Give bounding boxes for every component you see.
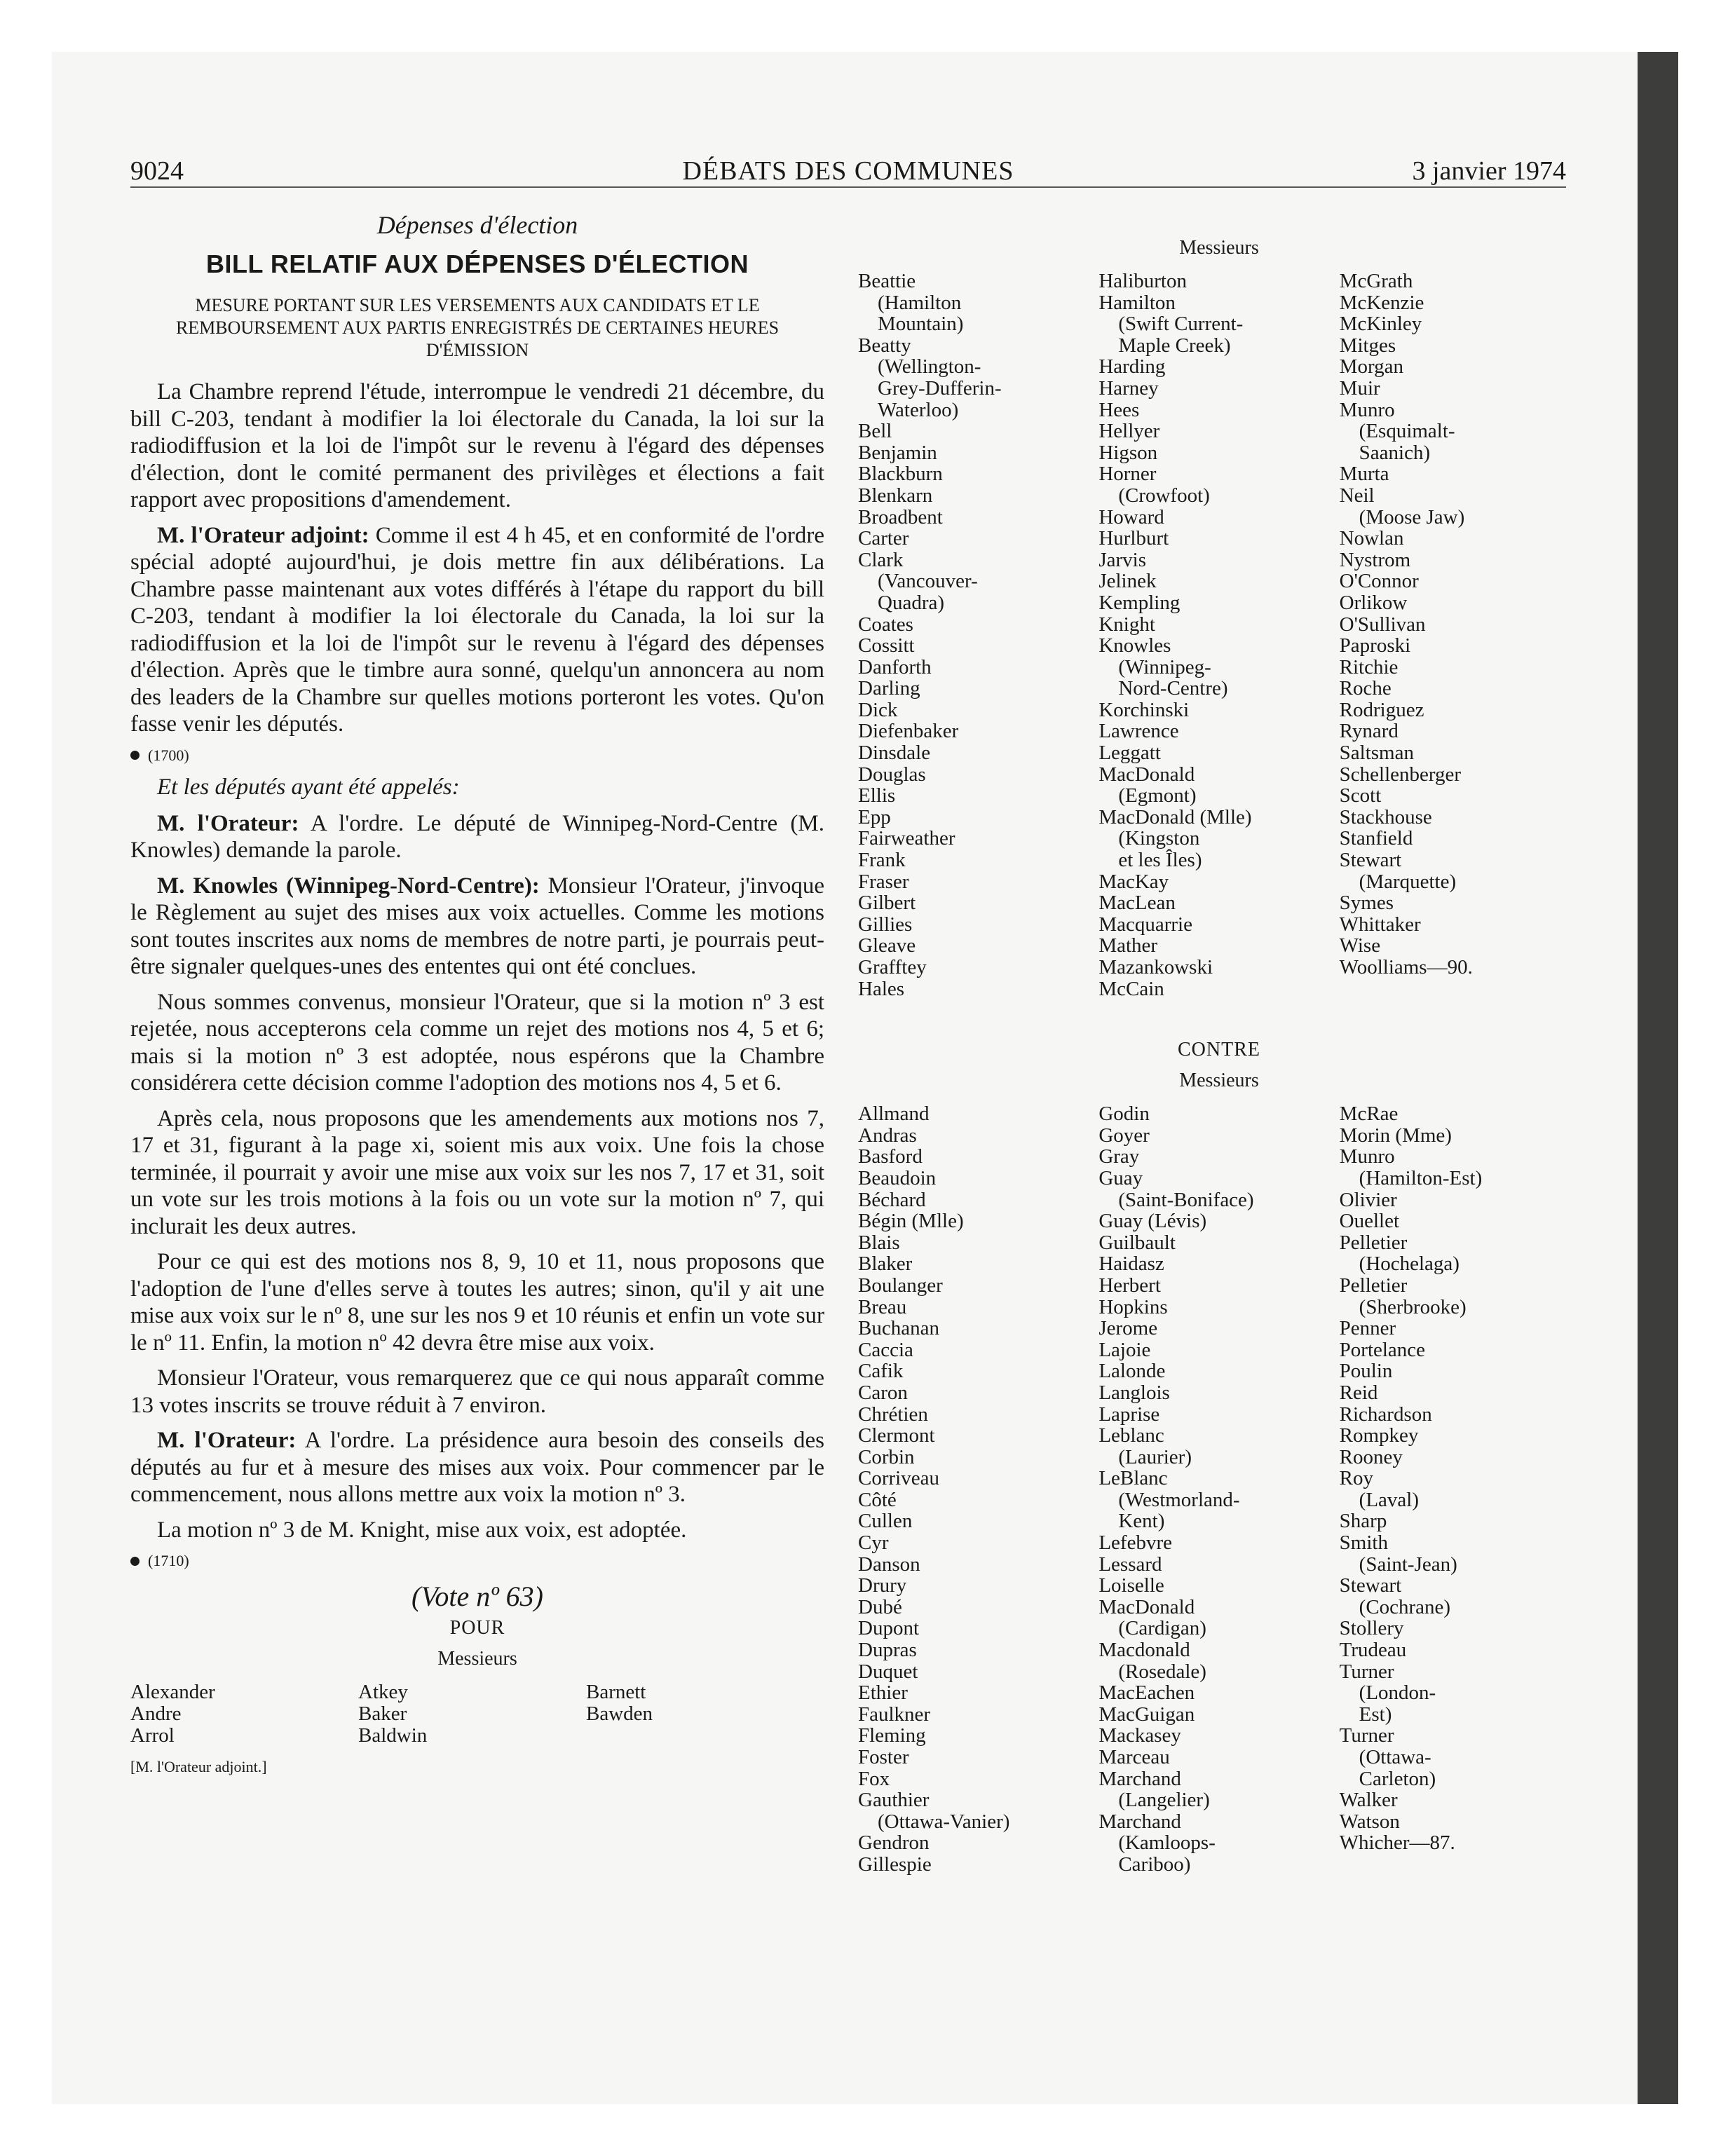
member-name: (Sherbrooke) bbox=[1359, 1295, 1467, 1318]
member-name: Fox bbox=[858, 1767, 890, 1790]
member-name: Guay bbox=[1098, 1166, 1143, 1189]
member-name: (Egmont) bbox=[1118, 784, 1197, 807]
member-name: MacGuigan bbox=[1098, 1703, 1195, 1726]
member-name: Turner bbox=[1339, 1660, 1394, 1683]
member-name: MacLean bbox=[1098, 892, 1176, 915]
member-name: Whicher—87. bbox=[1339, 1831, 1455, 1855]
member-name: Basford bbox=[858, 1145, 923, 1168]
member-name: Faulkner bbox=[858, 1703, 931, 1726]
member-name: Kempling bbox=[1098, 591, 1181, 614]
member-name: Ouellet bbox=[1339, 1210, 1400, 1233]
member-name: Fleming bbox=[858, 1724, 926, 1747]
member-name: LeBlanc bbox=[1098, 1467, 1168, 1490]
member-name: Bégin (Mlle) bbox=[858, 1210, 964, 1233]
timestamp-text: (1700) bbox=[148, 746, 189, 764]
scan-edge-bar bbox=[1638, 52, 1678, 2104]
member-name: Gillies bbox=[858, 913, 913, 936]
member-name: Diefenbaker bbox=[858, 720, 959, 743]
member-name: Munro bbox=[1339, 398, 1395, 421]
member-name: Cullen bbox=[858, 1510, 913, 1533]
member-name: Nystrom bbox=[1339, 548, 1411, 571]
member-name: Allmand bbox=[858, 1103, 930, 1126]
member-name: Gendron bbox=[858, 1831, 930, 1855]
member-name: Knight bbox=[1098, 613, 1155, 636]
member-name: Corriveau bbox=[858, 1467, 939, 1490]
member-name: Breau bbox=[858, 1295, 907, 1318]
member-name: Grey-Dufferin- bbox=[878, 376, 1002, 400]
member-name: Mountain) bbox=[878, 313, 964, 336]
speech-text: A l'ordre. Le député de Winnipeg-Nord-Centre (M. Knowles) demande la parole. bbox=[130, 810, 824, 863]
speaker-name: M. l'Orateur: bbox=[157, 810, 299, 836]
speech-text: Comme il est 4 h 45, et en conformité de l'ordre spécial adopté aujourd'hui, je dois mettre fin aux délibérations. La Chambre passe maintenant aux votes différés à l'étape du rapport du bill C-203, tendant à modifier la loi électorale du Canada, la loi sur la radiodiffusion et la loi de l'impôt sur le revenu à l'égard des dépenses d'élection. Après que le timbre aura sonné, quelqu'un annoncera au nom des leaders de la Chambre sur quelles motions porteront les votes. Qu'on fasse venir les députés. bbox=[130, 522, 824, 737]
member-name: Morgan bbox=[1339, 355, 1403, 378]
page-date: 3 janvier 1974 bbox=[1412, 156, 1566, 186]
member-name: Munro bbox=[1339, 1145, 1395, 1168]
member-name: Nord-Centre) bbox=[1118, 677, 1228, 700]
member-name: Danson bbox=[858, 1553, 920, 1576]
member-name: Langlois bbox=[1098, 1381, 1170, 1404]
member-name: (Crowfoot) bbox=[1118, 484, 1210, 507]
member-name: Caron bbox=[858, 1381, 908, 1404]
journal-title: DÉBATS DES COMMUNES bbox=[682, 156, 1014, 186]
member-name: Richardson bbox=[1339, 1403, 1432, 1426]
member-name: Cyr bbox=[858, 1531, 889, 1555]
member-name: (Moose Jaw) bbox=[1359, 505, 1465, 528]
member-name: (Swift Current- bbox=[1118, 313, 1244, 336]
name-column bbox=[1340, 271, 1580, 999]
member-name: Darling bbox=[858, 677, 920, 700]
member-name: Penner bbox=[1339, 1317, 1396, 1340]
member-name: (Kamloops- bbox=[1118, 1831, 1216, 1855]
member-name: Douglas bbox=[858, 763, 926, 786]
member-name: (Westmorland- bbox=[1118, 1488, 1240, 1511]
member-name: Gleave bbox=[858, 934, 916, 957]
paragraph: La motion nº 3 de M. Knight, mise aux voix, est adoptée. bbox=[157, 1517, 687, 1543]
member-name: Turner bbox=[1339, 1724, 1394, 1747]
member-name: Mackasey bbox=[1098, 1724, 1181, 1747]
member-name: Reid bbox=[1339, 1381, 1378, 1404]
pour-name-columns bbox=[858, 271, 1580, 999]
member-name: O'Connor bbox=[1339, 570, 1419, 593]
pour-label: POUR bbox=[449, 1617, 505, 1639]
member-name: Walker bbox=[1339, 1789, 1398, 1812]
member-name: Ellis bbox=[858, 784, 896, 807]
name-column bbox=[1098, 271, 1339, 999]
member-name: (Cochrane) bbox=[1359, 1595, 1451, 1618]
member-name: Broadbent bbox=[858, 505, 943, 528]
section-heading: Dépenses d'élection bbox=[376, 211, 578, 239]
member-name: MacEachen bbox=[1098, 1681, 1195, 1705]
member-name: Dinsdale bbox=[858, 742, 931, 765]
member-name: Higson bbox=[1098, 441, 1158, 464]
paragraph bbox=[130, 522, 824, 738]
member-name: Fraser bbox=[858, 870, 909, 893]
member-name: Guilbault bbox=[1098, 1231, 1176, 1254]
member-name: Stewart bbox=[1339, 849, 1402, 872]
member-name: (Laval) bbox=[1359, 1488, 1419, 1511]
bullet-icon bbox=[130, 1557, 140, 1566]
member-name: (Kingston bbox=[1118, 827, 1200, 850]
member-name: MacDonald (Mlle) bbox=[1098, 805, 1252, 828]
paragraph bbox=[130, 873, 824, 981]
member-name: Duquet bbox=[858, 1660, 918, 1683]
member-name: (Hamilton bbox=[878, 291, 962, 314]
member-name: Atkey bbox=[358, 1681, 408, 1703]
member-name: Waterloo) bbox=[878, 398, 959, 421]
member-name: Caccia bbox=[858, 1338, 913, 1361]
member-name: Dick bbox=[858, 698, 898, 721]
member-name: Portelance bbox=[1339, 1338, 1426, 1361]
member-name: Sharp bbox=[1339, 1510, 1387, 1533]
member-name: Pelletier bbox=[1339, 1274, 1408, 1297]
member-name: Frank bbox=[858, 849, 906, 872]
member-name: (Vancouver- bbox=[878, 570, 978, 593]
member-name: Stewart bbox=[1339, 1574, 1402, 1597]
paragraph: Pour ce qui est des motions nos 8, 9, 10 et 11, nous proposons que l'adoption de l'une d'elles serve à toutes les autres; sinon, qu'il y ait une mise aux voix sur le nº 8, une sur les nos 9 et 10 réunis et enfin un vote sur le nº 11. Enfin, la motion nº 42 devra être mise aux voix. bbox=[130, 1249, 824, 1356]
name-column bbox=[858, 1103, 1098, 1875]
speech-text: Monsieur l'Orateur, j'invoque le Règlement au sujet des mises aux voix actuelles. Comme les motions sont toutes inscrites aux noms de membres de notre parti, je pourrais peut-être signaler quelques-unes des ententes qui ont été conclues. bbox=[130, 873, 824, 979]
member-name: (Laurier) bbox=[1118, 1445, 1192, 1468]
member-name: Smith bbox=[1339, 1531, 1388, 1555]
member-name: Hopkins bbox=[1098, 1295, 1168, 1318]
member-name: Stollery bbox=[1339, 1617, 1404, 1640]
name-column bbox=[130, 1681, 358, 1747]
member-name: Gauthier bbox=[858, 1789, 930, 1812]
member-name: Bell bbox=[858, 420, 892, 443]
member-name: Kent) bbox=[1118, 1510, 1165, 1533]
member-name: Mitges bbox=[1339, 334, 1396, 357]
member-name: Cossitt bbox=[858, 634, 915, 657]
timestamp bbox=[130, 1552, 824, 1570]
member-name: Andras bbox=[858, 1124, 917, 1147]
member-name: Gillespie bbox=[858, 1853, 932, 1876]
member-name: (Ottawa-Vanier) bbox=[878, 1810, 1010, 1833]
member-name: Rompkey bbox=[1339, 1424, 1419, 1447]
member-name: Stackhouse bbox=[1339, 805, 1432, 828]
member-name: Lefebvre bbox=[1098, 1531, 1172, 1555]
member-name: (Hamilton-Est) bbox=[1359, 1166, 1483, 1189]
member-name: Haidasz bbox=[1098, 1253, 1164, 1276]
member-name: MacDonald bbox=[1098, 1595, 1195, 1618]
member-name: Trudeau bbox=[1339, 1639, 1407, 1662]
member-name: Coates bbox=[858, 613, 913, 636]
name-column bbox=[358, 1681, 586, 1747]
member-name: Baldwin bbox=[358, 1724, 428, 1747]
speaker-name: M. l'Orateur: bbox=[157, 1428, 297, 1453]
member-name: Laprise bbox=[1098, 1403, 1160, 1426]
member-name: Foster bbox=[858, 1746, 909, 1768]
member-name: Jarvis bbox=[1098, 548, 1146, 571]
member-name: Blackburn bbox=[858, 463, 943, 486]
member-name: Grafftey bbox=[858, 956, 927, 978]
member-name: Hellyer bbox=[1098, 420, 1160, 443]
member-name: Jelinek bbox=[1098, 570, 1157, 593]
contre-label: CONTRE bbox=[1178, 1039, 1260, 1061]
footer-note: [M. l'Orateur adjoint.] bbox=[130, 1758, 267, 1775]
member-name: Gilbert bbox=[858, 892, 916, 915]
member-name: Boulanger bbox=[858, 1274, 943, 1297]
member-name: Corbin bbox=[858, 1445, 915, 1468]
member-name: Gray bbox=[1098, 1145, 1140, 1168]
member-name: Cafik bbox=[858, 1360, 904, 1383]
member-name: (Marquette) bbox=[1359, 870, 1457, 893]
member-name: Mather bbox=[1098, 934, 1158, 957]
member-name: Benjamin bbox=[858, 441, 937, 464]
right-column bbox=[858, 231, 1580, 1876]
member-name: Leggatt bbox=[1098, 742, 1161, 765]
member-name: Paproski bbox=[1339, 634, 1411, 657]
member-name: Harding bbox=[1098, 355, 1166, 378]
member-name: Jerome bbox=[1098, 1317, 1158, 1340]
member-name: Knowles bbox=[1098, 634, 1171, 657]
bill-subtitle: MESURE PORTANT SUR LES VERSEMENTS AUX CANDIDATS ET LE REMBOURSEMENT AUX PARTIS ENREGISTRÉS DE CERTAINES HEURES D'ÉMISSION bbox=[175, 295, 780, 360]
member-name: McGrath bbox=[1339, 270, 1413, 292]
member-name: Dupont bbox=[858, 1617, 919, 1640]
member-name: Roche bbox=[1339, 677, 1392, 700]
member-name: (Saint-Jean) bbox=[1359, 1553, 1457, 1576]
member-name: Buchanan bbox=[858, 1317, 939, 1340]
member-name: Côté bbox=[858, 1488, 897, 1511]
member-name: Schellenberger bbox=[1339, 763, 1462, 786]
member-name: Lalonde bbox=[1098, 1360, 1166, 1383]
member-name: Marchand bbox=[1098, 1767, 1181, 1790]
member-name: Watson bbox=[1339, 1810, 1400, 1833]
called-note: Et les députés ayant été appelés: bbox=[157, 774, 460, 800]
paragraph bbox=[130, 1427, 824, 1508]
vote-heading: (Vote nº 63) bbox=[411, 1581, 543, 1612]
member-name: Beattie bbox=[858, 270, 916, 292]
member-name: Epp bbox=[858, 805, 891, 828]
member-name: Rodriguez bbox=[1339, 698, 1424, 721]
member-name: McCain bbox=[1098, 977, 1164, 1000]
member-name: Saltsman bbox=[1339, 742, 1414, 765]
name-column bbox=[858, 271, 1098, 999]
member-name: Horner bbox=[1098, 463, 1157, 486]
contre-name-columns bbox=[858, 1103, 1580, 1875]
member-name: (Langelier) bbox=[1118, 1789, 1210, 1812]
member-name: Orlikow bbox=[1339, 591, 1408, 614]
member-name: Hales bbox=[858, 977, 905, 1000]
member-name: Roy bbox=[1339, 1467, 1373, 1490]
member-name: (Cardigan) bbox=[1118, 1617, 1206, 1640]
member-name: Ethier bbox=[858, 1681, 908, 1705]
member-name: Beatty bbox=[858, 334, 911, 357]
member-name: MacDonald bbox=[1098, 763, 1195, 786]
timestamp-text: (1710) bbox=[148, 1552, 189, 1569]
member-name: Carleton) bbox=[1359, 1767, 1436, 1790]
member-name: Dubé bbox=[858, 1595, 902, 1618]
member-name: Saanich) bbox=[1359, 441, 1431, 464]
member-name: Howard bbox=[1098, 505, 1164, 528]
member-name: Mazankowski bbox=[1098, 956, 1213, 978]
member-name: Lajoie bbox=[1098, 1338, 1151, 1361]
member-name: Arrol bbox=[130, 1724, 175, 1747]
messieurs-label: Messieurs bbox=[437, 1648, 517, 1670]
bill-title: BILL RELATIF AUX DÉPENSES D'ÉLECTION bbox=[206, 250, 749, 278]
member-name: Clermont bbox=[858, 1424, 935, 1447]
member-name: Marchand bbox=[1098, 1810, 1181, 1833]
member-name: Whittaker bbox=[1339, 913, 1421, 936]
member-name: Symes bbox=[1339, 892, 1394, 915]
member-name: Quadra) bbox=[878, 591, 945, 614]
member-name: Baker bbox=[358, 1703, 407, 1725]
member-name: Dupras bbox=[858, 1639, 917, 1662]
member-name: Lessard bbox=[1098, 1553, 1162, 1576]
member-name: Godin bbox=[1098, 1103, 1150, 1126]
member-name: Bawden bbox=[586, 1703, 653, 1725]
member-name: McKinley bbox=[1339, 313, 1422, 336]
member-name: Rynard bbox=[1339, 720, 1399, 743]
member-name: (Wellington- bbox=[878, 355, 981, 378]
member-name: (Saint-Boniface) bbox=[1118, 1188, 1254, 1211]
member-name: Woolliams—90. bbox=[1339, 956, 1473, 978]
member-name: Korchinski bbox=[1098, 698, 1190, 721]
member-name: Marceau bbox=[1098, 1746, 1170, 1768]
member-name: Macquarrie bbox=[1098, 913, 1192, 936]
timestamp bbox=[130, 746, 824, 765]
member-name: Ritchie bbox=[1339, 655, 1399, 678]
member-name: Drury bbox=[858, 1574, 907, 1597]
member-name: (Rosedale) bbox=[1118, 1660, 1206, 1683]
member-name: Cariboo) bbox=[1118, 1853, 1191, 1876]
member-name: Harney bbox=[1098, 376, 1159, 400]
messieurs-label: Messieurs bbox=[1179, 1070, 1259, 1092]
member-name: Fairweather bbox=[858, 827, 955, 850]
member-name: O'Sullivan bbox=[1339, 613, 1426, 636]
pour-name-columns bbox=[130, 1681, 824, 1747]
left-column bbox=[130, 210, 824, 1776]
member-name: McRae bbox=[1339, 1103, 1399, 1126]
page-number: 9024 bbox=[130, 156, 184, 186]
member-name: (Hochelaga) bbox=[1359, 1253, 1460, 1276]
member-name: Maple Creek) bbox=[1118, 334, 1231, 357]
member-name: Macdonald bbox=[1098, 1639, 1190, 1662]
member-name: Blenkarn bbox=[858, 484, 933, 507]
member-name: Olivier bbox=[1339, 1188, 1397, 1211]
member-name: Herbert bbox=[1098, 1274, 1161, 1297]
member-name: MacKay bbox=[1098, 870, 1169, 893]
member-name: Scott bbox=[1339, 784, 1382, 807]
paragraph bbox=[130, 810, 824, 864]
member-name: Andre bbox=[130, 1703, 182, 1725]
paragraph: Après cela, nous proposons que les amendements aux motions nos 7, 17 et 31, figurant à la page xi, soient mis aux voix. Une fois la chose terminée, il pourrait y avoir une mise aux voix sur les nos 7, 17 et 31, soit un vote sur les trois motions à la fois ou un vote sur la motion nº 7, qui inclurait les deux autres. bbox=[130, 1105, 824, 1239]
member-name: Loiselle bbox=[1098, 1574, 1164, 1597]
member-name: Carter bbox=[858, 527, 909, 550]
running-header bbox=[130, 153, 1566, 188]
member-name: Blaker bbox=[858, 1253, 913, 1276]
member-name: Wise bbox=[1339, 934, 1381, 957]
member-name: Stanfield bbox=[1339, 827, 1413, 850]
name-column bbox=[1340, 1103, 1580, 1875]
bullet-icon bbox=[130, 751, 140, 760]
member-name: Danforth bbox=[858, 655, 932, 678]
member-name: Lawrence bbox=[1098, 720, 1179, 743]
member-name: Barnett bbox=[586, 1681, 646, 1703]
speaker-name: M. l'Orateur adjoint: bbox=[157, 522, 369, 548]
member-name: et les Îles) bbox=[1118, 849, 1202, 872]
member-name: (Esquimalt- bbox=[1359, 420, 1455, 443]
name-column bbox=[586, 1681, 814, 1747]
member-name: Muir bbox=[1339, 376, 1380, 400]
member-name: (London- bbox=[1359, 1681, 1436, 1705]
paragraph: Monsieur l'Orateur, vous remarquerez que ce qui nous apparaît comme 13 votes inscrits se trouve réduit à 7 environ. bbox=[130, 1365, 824, 1418]
member-name: Hees bbox=[1098, 398, 1140, 421]
member-name: Pelletier bbox=[1339, 1231, 1408, 1254]
member-name: Béchard bbox=[858, 1188, 926, 1211]
member-name: (Ottawa- bbox=[1359, 1746, 1431, 1768]
paragraph: Nous sommes convenus, monsieur l'Orateur, que si la motion nº 3 est rejetée, nous accepterons cela comme un rejet des motions nos 4, 5 et 6; mais si la motion nº 3 est adoptée, nous espérons que la Chambre considérera cette décision comme l'adoption des motions nos 4, 5 et 6. bbox=[130, 989, 824, 1096]
paragraph: La Chambre reprend l'étude, interrompue le vendredi 21 décembre, du bill C-203, tendant à modifier la loi électorale du Canada, la loi sur la radiodiffusion et la loi de l'impôt sur le revenu à l'égard des dépenses d'élection, dont le comité permanent des privilèges et élections a fait rapport avec propositions d'amendement. bbox=[130, 379, 824, 512]
member-name: Clark bbox=[858, 548, 904, 571]
member-name: Alexander bbox=[130, 1681, 215, 1703]
member-name: Guay (Lévis) bbox=[1098, 1210, 1207, 1233]
member-name: Chrétien bbox=[858, 1403, 928, 1426]
member-name: Hurlburt bbox=[1098, 527, 1169, 550]
member-name: Morin (Mme) bbox=[1339, 1124, 1452, 1147]
member-name: Haliburton bbox=[1098, 270, 1187, 292]
member-name: Neil bbox=[1339, 484, 1375, 507]
member-name: Est) bbox=[1359, 1703, 1392, 1726]
member-name: Nowlan bbox=[1339, 527, 1404, 550]
member-name: Leblanc bbox=[1098, 1424, 1164, 1447]
member-name: Murta bbox=[1339, 463, 1389, 486]
member-name: Poulin bbox=[1339, 1360, 1393, 1383]
speech-text: A l'ordre. La présidence aura besoin des conseils des députés au fur et à mesure des mises aux voix. Pour commencer par le commencement, nous allons mettre aux voix la motion nº 3. bbox=[130, 1428, 824, 1507]
messieurs-label: Messieurs bbox=[1179, 237, 1259, 259]
member-name: Hamilton bbox=[1098, 291, 1176, 314]
member-name: Goyer bbox=[1098, 1124, 1150, 1147]
member-name: Rooney bbox=[1339, 1445, 1403, 1468]
speaker-name: M. Knowles (Winnipeg-Nord-Centre): bbox=[157, 873, 540, 899]
member-name: McKenzie bbox=[1339, 291, 1424, 314]
member-name: (Winnipeg- bbox=[1118, 655, 1211, 678]
member-name: Beaudoin bbox=[858, 1166, 937, 1189]
name-column bbox=[1098, 1103, 1339, 1875]
member-name: Blais bbox=[858, 1231, 900, 1254]
